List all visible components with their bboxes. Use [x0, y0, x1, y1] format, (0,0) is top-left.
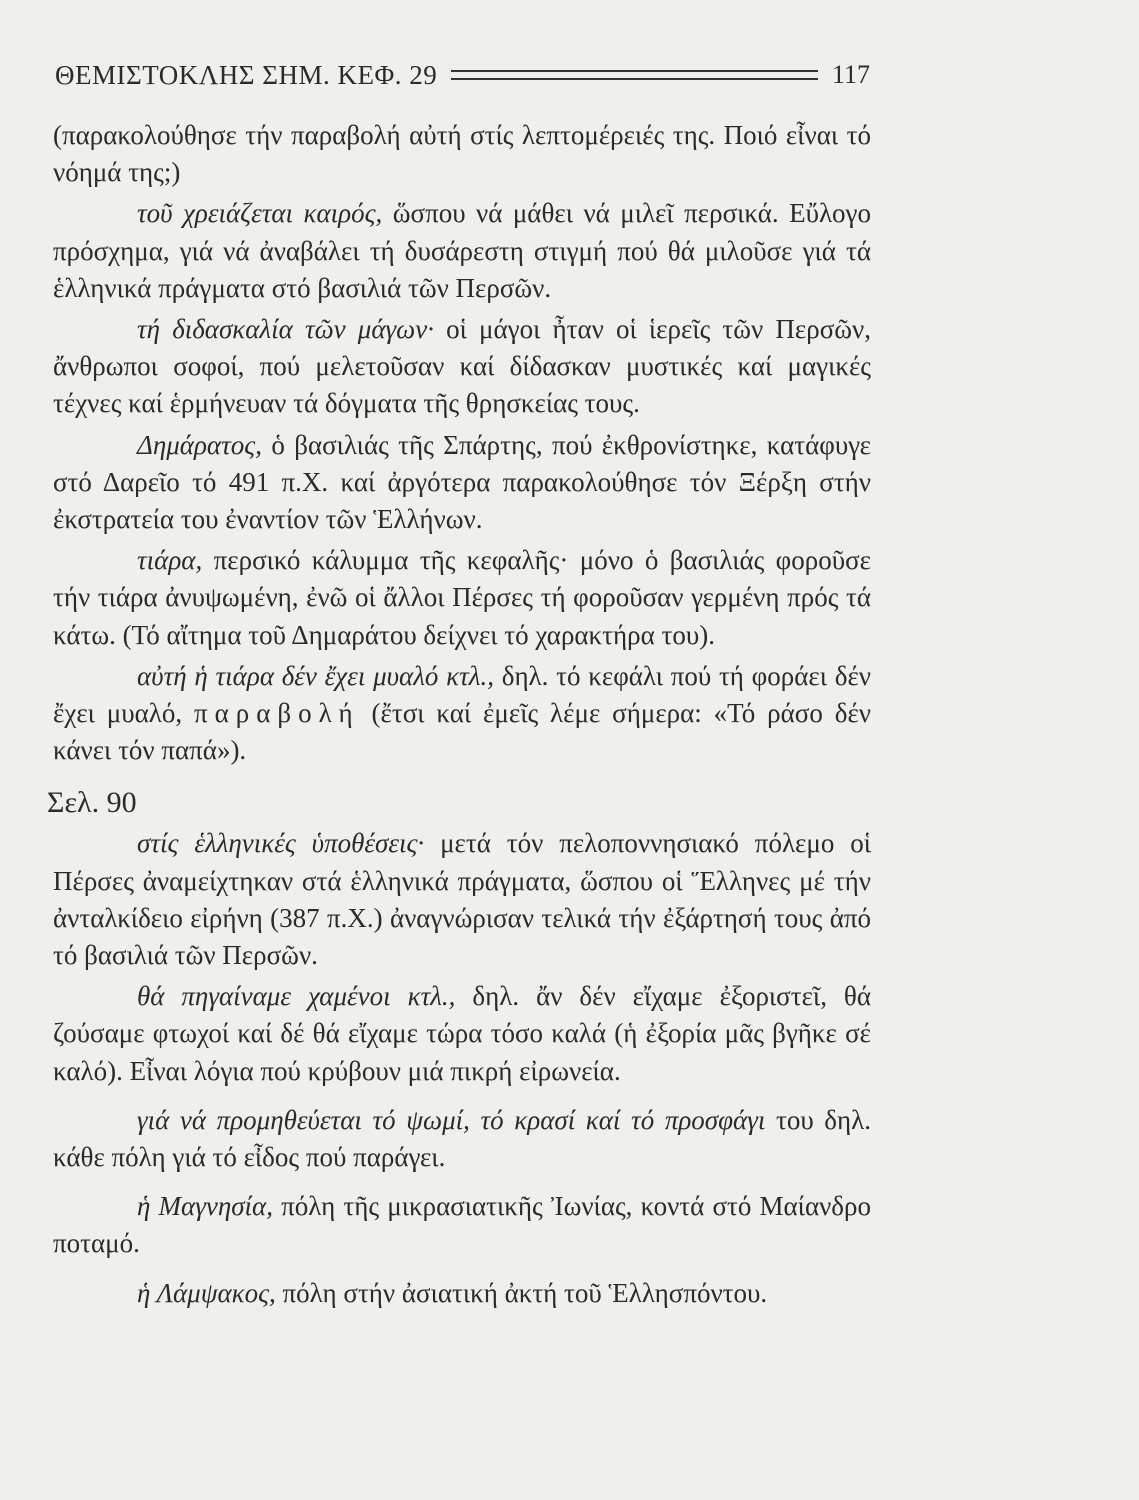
gloss-text: πόλη τῆς μικρασιατικῆς Ἰωνίας, κοντά στό Μαίανδρο ποταμό. [53, 1191, 871, 1259]
gloss-text: του δηλ. κάθε πόλη γιά τό εἶδος πού παράγει. [53, 1104, 871, 1173]
paragraph [53, 117, 871, 191]
gloss-text: μετά τόν πελοποννησιακό πόλεμο οἱ Πέρσες ἀναμείχτηκαν στά ἑλληνικά πράγματα, ὥσπου οἱ Ἕλληνες μέ τήν ἀνταλκίδειο εἰρήνη (387 π.Χ.) ἀναγνώρισαν τελικά τήν ἐξάρτησή τους ἀπό τό βασιλιά τῶν Περσῶν. [53, 828, 871, 971]
gloss-term: τιάρα, [137, 545, 203, 576]
gloss-text: ὁ βασιλιάς τῆς Σπάρτης, πού ἐκθρονίστηκε, κατάφυγε στό Δαρεῖο τό 491 π.Χ. καί ἀργότερα παρακολούθησε τόν Ξέρξη στήν ἐκστρατεία του ἐναντίον τῶν Ἑλλήνων. [53, 429, 871, 535]
gloss-term: θά πηγαίναμε χαμένοι κτλ., [137, 981, 456, 1012]
gloss-text: ὥσπου νά μάθει νά μιλεῖ περσικά. Εὔλογο πρόσχημα, γιά νά ἀναβάλει τή δυσάρεστη στιγμή πού θά μιλοῦσε γιά τά ἑλληνικά πράγματα στό βασιλιά τῶν Περσῶν. [53, 198, 871, 303]
gloss-term: στίς ἑλληνικές ὑποθέσεις· [137, 828, 425, 859]
gloss-term: ἡ Λάμψακος, [137, 1277, 276, 1308]
section-heading: Σελ. 90 [47, 786, 137, 820]
running-head: ΘΕΜΙΣΤΟΚΛΗΣ ΣΗΜ. ΚΕΦ. 29 [55, 59, 438, 90]
gloss-paragraph [53, 1102, 871, 1176]
gloss-paragraph [53, 1275, 871, 1312]
gloss-text: περσικό κάλυμμα τῆς κεφαλῆς· μόνο ὁ βασιλιάς φοροῦσε τήν τιάρα ἀνυψωμένη, ἐνῶ οἱ ἄλλοι Πέρσες τή φοροῦσαν γερμένη πρός τά κάτω. (Τό αἴτημα τοῦ Δημαράτου δείχνει τό χαρακτήρα του). [53, 545, 871, 650]
gloss-paragraph [53, 311, 871, 423]
gloss-text: δηλ. ἄν δέν εἴχαμε ἐξοριστεῖ, θά ζούσαμε φτωχοί καί δέ θά εἴχαμε τώρα τόσο καλά (ἡ ἐξορία μᾶς βγῆκε σέ καλό). Εἶναι λόγια πού κρύβουν μιά πικρή εἰρωνεία. [53, 981, 871, 1086]
page-body [47, 117, 872, 1316]
paragraph-text: (παρακολούθησε τήν παραβολή αὐτή στίς λεπτομέρειές της. Ποιό εἶναι τό νόημά της;) [53, 120, 871, 188]
gloss-text: οἱ μάγοι ἦταν οἱ ἱερεῖς τῶν Περσῶν, ἄνθρωποι σοφοί, πού μελετοῦσαν καί δίδασκαν μυστικές καί μαγικές τέχνες καί ἑρμήνευαν τά δόγματα τῆς θρησκείας τους. [53, 314, 871, 419]
gloss-paragraph [53, 542, 871, 654]
gloss-paragraph [53, 195, 871, 307]
gloss-paragraph [53, 825, 871, 974]
gloss-paragraph [53, 978, 871, 1090]
gloss-text: δηλ. τό κεφάλι πού τή φοράει δέν ἔχει μυαλό, [53, 660, 872, 729]
gloss-term: ἡ Μαγνησία, [137, 1191, 273, 1222]
gloss-term: γιά νά προμηθεύεται τό ψωμί, τό κρασί καί τό προσφάγι [137, 1104, 766, 1135]
gloss-text: πόλη στήν ἀσιατική ἀκτή τοῦ Ἑλλησπόντου. [275, 1277, 768, 1308]
gloss-term: τή διδασκαλία τῶν μάγων· [137, 314, 434, 345]
page-header [55, 55, 870, 95]
spaced-emphasis: παραβολή [194, 698, 360, 729]
gloss-term: αὐτή ἡ τιάρα δέν ἔχει μυαλό κτλ., [137, 660, 494, 691]
page-number: 117 [831, 60, 870, 89]
gloss-paragraph [53, 427, 871, 539]
gloss-term: Δημάρατος, [137, 429, 262, 460]
gloss-text-after: (ἔτσι καί ἐμεῖς λέμε σήμερα: «Τό ράσο δέν κάνει τόν παπά»). [53, 698, 872, 766]
header-rule [451, 70, 818, 80]
gloss-paragraph [53, 658, 871, 770]
gloss-paragraph [53, 1188, 871, 1262]
gloss-term: τοῦ χρειάζεται καιρός, [137, 198, 383, 229]
